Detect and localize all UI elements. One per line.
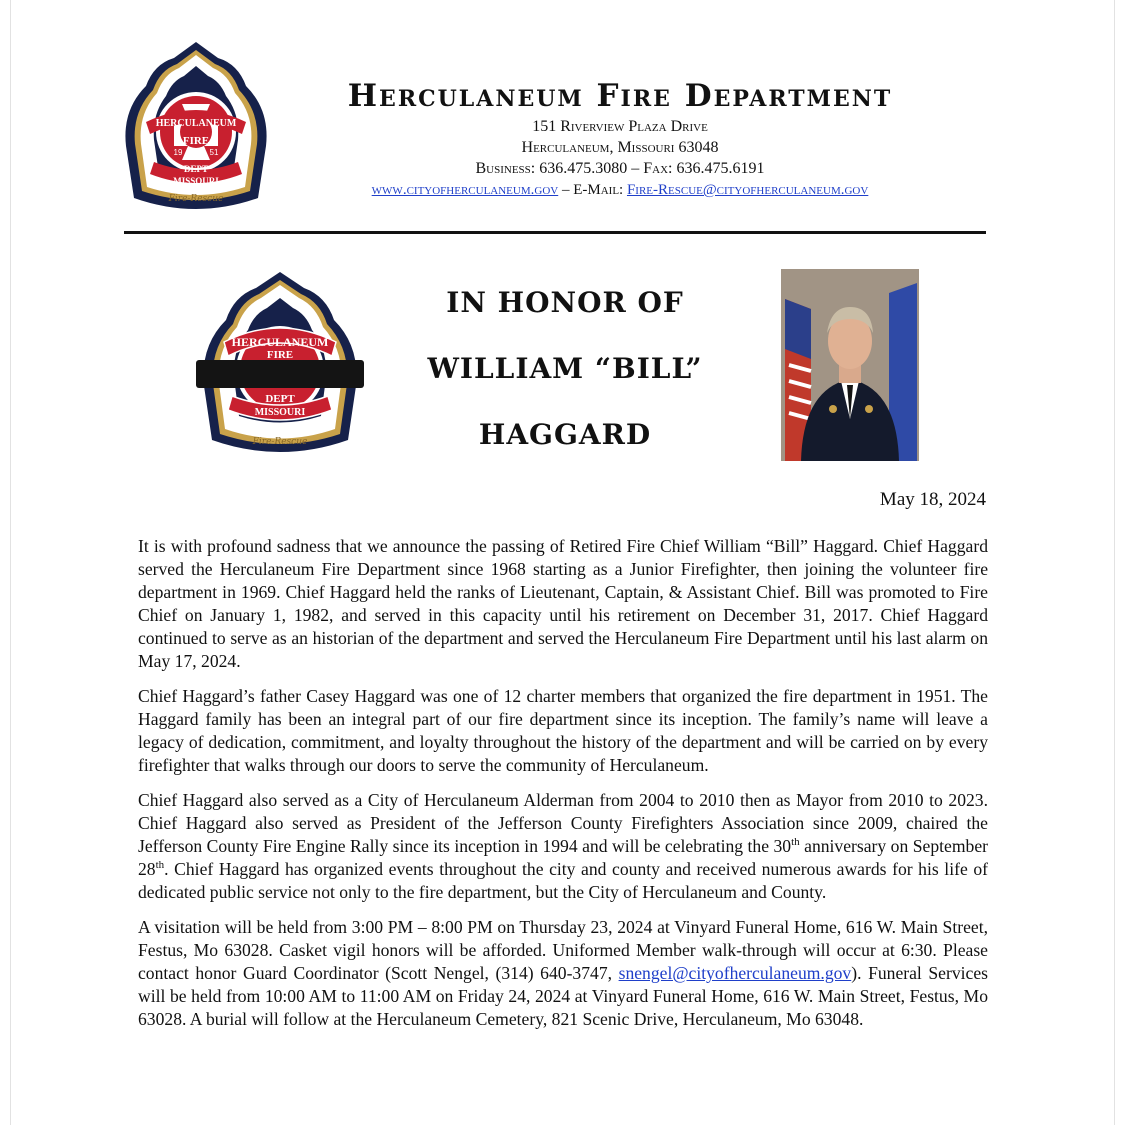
email-link[interactable]: Fire-Rescue@cityofherculaneum.gov bbox=[626, 182, 869, 198]
seal-dept-text: DEPT bbox=[183, 164, 209, 174]
seal-arc-text: HERCULANEUM bbox=[155, 118, 237, 129]
paragraph-public-service-text-a: Chief Haggard also served as a City of Herculaneum Alderman from 2004 to 2010 then as Mayor from 2010 to 2023. Chief Haggard also served as President of the Jefferson County Firefighters Association since 2009, chaired the Jefferson County Fire Engine Rally since its inception in 1994 and will be celebrating the 30 bbox=[138, 790, 988, 856]
honor-heading bbox=[405, 270, 725, 468]
paragraph-public-service-text-b: anniversary on September 28 bbox=[138, 836, 988, 879]
seal-fire-text: FIRE bbox=[182, 135, 210, 147]
coordinator-email-link[interactable]: snengel@cityofherculaneum.gov bbox=[618, 963, 852, 983]
contact-links bbox=[300, 179, 940, 201]
department-name: Herculaneum Fire Department bbox=[347, 78, 893, 114]
seal-state-text: MISSOURI bbox=[173, 176, 219, 186]
paragraph-family-legacy: Chief Haggard’s father Casey Haggard was one of 12 charter members that organized the fire department in 1951. The Haggard family has been an integral part of our fire department since its inception. The family’s name will leave a legacy of dedication, commitment, and loyalty throughout the history of the department and will be carried on by every firefighter that walks through our doors to serve the community of Herculaneum. bbox=[138, 686, 988, 775]
mourning-seal-motto-text: Fire-Rescue bbox=[252, 437, 308, 447]
paragraph-announcement: It is with profound sadness that we announce the passing of Retired Fire Chief William “Bill” Haggard. Chief Haggard served the Herculaneum Fire Department since 1968 starting as a Junior Firefighter, then joining the volunteer fire department in 1969. Chief Haggard held the ranks of Lieutenant, Captain, & Assistant Chief. Bill was promoted to Fire Chief on January 1, 1982, and served in this capacity until his retirement on December 31, 2017. Chief Haggard continued to serve as an historian of the department and served the Herculaneum Fire Department until his last alarm on May 17, 2024. bbox=[138, 536, 988, 671]
website-link[interactable]: www.cityofherculaneum.gov bbox=[371, 182, 559, 198]
honor-line-2: WILLIAM “BILL” bbox=[427, 352, 703, 385]
honor-line-3: HAGGARD bbox=[478, 418, 652, 451]
seal-motto-text: Fire-Rescue bbox=[168, 194, 224, 204]
paragraph-services bbox=[138, 916, 988, 1031]
paragraph-services-text-a: A visitation will be held from 3:00 PM – 8:00 PM on Thursday 23, 2024 at Vinyard Funeral Home, 616 W. Main Street, Festus, Mo 63028. Casket vigil honors will be afforded. Uniformed Member walk-through will occur at 6:30. Please contact honor Guard Coordinator (Scott Nengel, (314) 640-3747, bbox=[138, 917, 988, 983]
email-separator: – E-Mail: bbox=[558, 182, 627, 198]
paragraph-public-service-text-c: . Chief Haggard has organized events throughout the city and county and received numerous awards for his life of dedicated public service not only to the fire department, but the City of Herculaneum and County. bbox=[138, 859, 988, 902]
seal-year-left: 19 bbox=[173, 148, 183, 157]
mourning-seal-dept-text: DEPT bbox=[265, 393, 295, 405]
letter-body bbox=[138, 535, 988, 1043]
honor-line-1: IN HONOR OF bbox=[446, 286, 684, 319]
mourning-seal-state-text: MISSOURI bbox=[254, 407, 306, 418]
seal-year-right: 51 bbox=[209, 148, 219, 157]
page-edge-left bbox=[10, 0, 11, 1125]
phone-fax-line: Business: 636.475.3080 – Fax: 636.475.6191 bbox=[475, 160, 765, 177]
ordinal-suffix-28th: th bbox=[155, 859, 165, 872]
letterhead bbox=[300, 76, 940, 201]
mourning-seal-arc-text: HERCULANEUM bbox=[231, 335, 329, 349]
mourning-seal-fire-text: FIRE bbox=[266, 349, 294, 361]
page-edge-right bbox=[1114, 0, 1115, 1125]
address-line-2: Herculaneum, Missouri 63048 bbox=[521, 139, 719, 156]
department-seal-logo bbox=[120, 38, 272, 220]
header-divider bbox=[124, 231, 986, 234]
mourning-seal-logo bbox=[196, 268, 364, 466]
seal-monogram: HD bbox=[187, 147, 205, 159]
ordinal-suffix-30th: th bbox=[791, 836, 800, 849]
letter-date: May 18, 2024 bbox=[879, 489, 986, 510]
address-line-1: 151 Riverview Plaza Drive bbox=[532, 118, 708, 135]
paragraph-services-text-b: ). Funeral Services will be held from 10:00 AM to 11:00 AM on Friday 24, 2024 at Vinyard Funeral Home, 616 W. Main Street, Festus, Mo 63028. A burial will follow at the Herculaneum Cemetery, 821 Scenic Drive, Herculaneum, Mo 63048. bbox=[138, 963, 988, 1029]
paragraph-public-service bbox=[138, 789, 988, 904]
chief-portrait-photo bbox=[781, 269, 919, 461]
